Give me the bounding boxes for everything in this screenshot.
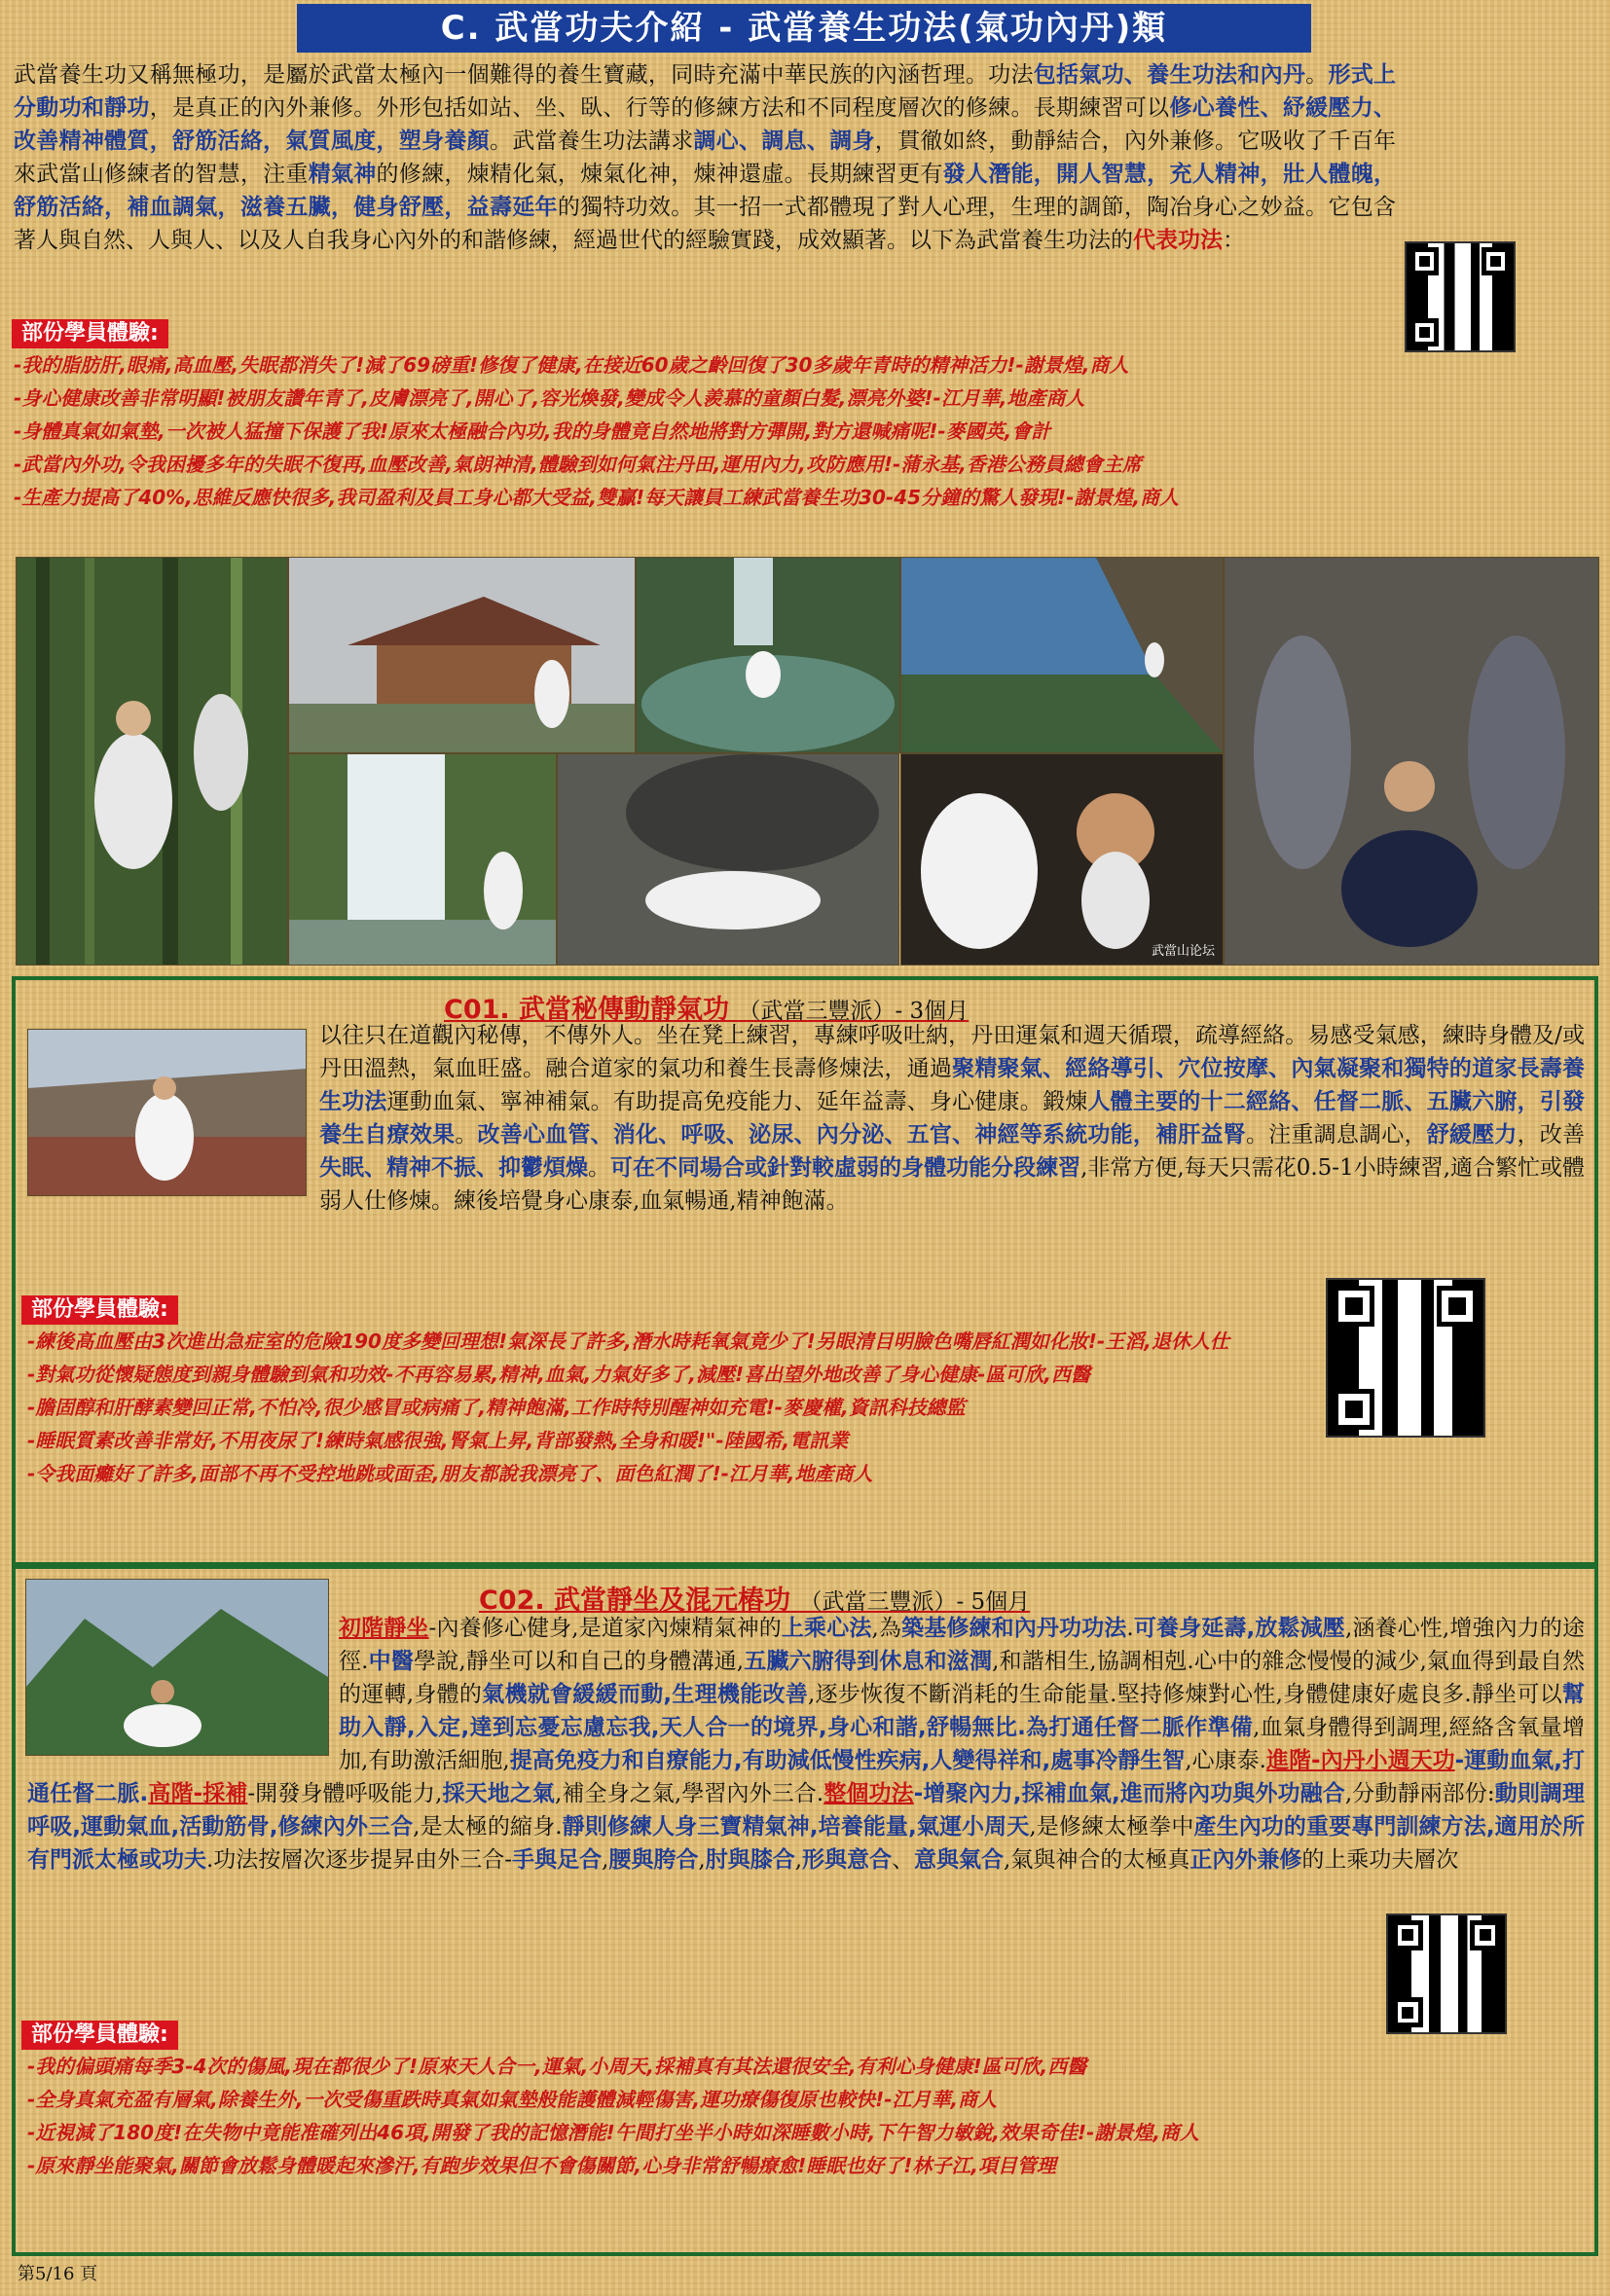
text-run: 調心、調息、調身 [693,128,875,154]
qr-code-intro[interactable] [1405,241,1516,352]
text-run: ,為 [871,1616,902,1641]
testimonial-item: -膽固醇和肝酵素變回正常,不怕冷,很少感冒或病痛了,精神飽滿,工作時特別醒神如充電!-麥慶權,資訊科技總監 [27,1396,966,1419]
text-run: 失眠、精神不振、抑鬱煩燥 [319,1155,589,1181]
text-run: ，改善 [1517,1122,1586,1148]
testimonial-item: -全身真氣充盈有層氣,除養生外,一次受傷重跌時真氣如氣墊般能護體減輕傷害,運功療傷復原也較快!-江月華,商人 [27,2088,998,2111]
qr-code-c01[interactable] [1326,1278,1485,1438]
text-run: 五臟六腑得到休息和滋潤 [744,1649,993,1674]
text-run: 運動血氣、寧神補氣。有助提高免疫能力、延年益壽、身心健康。鍛煉 [386,1089,1088,1114]
c02-testimonials [27,2050,1585,2182]
testimonial-item: -對氣功從懷疑態度到親身體驗到氣和功效-不再容易累,精神,血氣,力氣好多了,減壓!喜出望外地改善了身心健康-區可欣,西醫 [27,1363,1091,1386]
c02-paragraph [27,1612,1585,2001]
text-run: 、 [892,1847,915,1873]
c01-tag: 部份學員體驗: [21,1295,178,1325]
text-run: 中醫 [368,1649,414,1674]
photo-temple [288,557,636,753]
testimonial-item: -我的偏頭痛每季3-4次的傷風,現在都很少了!原來天人合一,運氣,小周天,採補真有其法還很安全,有利心身健康!區可欣,西醫 [27,2055,1087,2078]
bamboo-image [17,558,287,965]
text-run: 築基修練和內丹功功法 [901,1616,1127,1641]
text-run: 高階-採補 [148,1781,248,1806]
c02-tag: 部份學員體驗: [21,2021,178,2050]
c01-title: C01. 武當秘傳動靜氣功 （武當三豐派）- 3個月 [444,995,970,1025]
testimonial-item: -睡眠質素改善非常好,不用夜尿了!練時氣感很強,腎氣上昇,背部發熱,全身和暖!"-陸國希,電訊業 [27,1429,849,1452]
c01-paragraph [27,1019,1585,1301]
text-run: 腰與胯合 [608,1847,699,1873]
text-run: 採天地之氣 [442,1781,555,1806]
c02-title: C02. 武當靜坐及混元樁功 （武當三豐派）- 5個月 [479,1585,1031,1616]
testimonial-item: -近視減了180度!在失物中竟能准確列出46項,開發了我的記憶潛能!午間打坐半小時如深睡數小時,下午智力敏銳,效果奇佳!-謝景煌,商人 [27,2121,1199,2144]
text-run: 形與意合 [802,1847,893,1873]
text-run: ，貫徹如終，動靜結合，內外兼修。它吸收了千百年來武當山修練者的智慧，注重 [14,128,1397,187]
page-title: C. 武當功夫介紹 - 武當養生功法(氣功內丹)類 [297,4,1311,53]
photo-watermark: 武當山论坛 [1151,944,1215,959]
text-run: ,是太極的縮身. [413,1814,563,1840]
text-run: ,補全身之氣,學習內外三合. [555,1781,824,1806]
text-run: 動則調理呼吸,運動氣血,活動筋骨,修練內外三合 [27,1781,1586,1840]
text-run: . [1126,1616,1134,1641]
text-run: ,心康泰. [1185,1748,1266,1773]
text-run: 人體主要的十二經絡、任督二脈、五臟六腑，引發養生自療效果 [319,1089,1586,1148]
photo-collage [16,557,1597,966]
testimonial-item: -練後高血壓由3次進出急症室的危險190度多變回理想!氣深長了許多,潛水時耗氧氣竟少了!另眼清目明臉色嘴唇紅潤如化妝!-王滔,退休人仕 [27,1330,1229,1353]
text-run: 。 [588,1155,611,1181]
text-run: , [602,1847,609,1873]
text-run: 。武當養生功法講求 [489,128,694,154]
text-run: 發人潛能，開人智慧，充人精神，壯人體魄，舒筋活絡，補血調氣，滋養五臟，健身舒壓，益壽延年 [14,162,1397,220]
text-run: 正內外兼修 [1189,1847,1302,1873]
text-run: ,非常方便,每天只需花0.5-1小時練習,適合繁忙或體弱人仕修煉。練後培覺身心康泰,血氣暢通,精神飽滿。 [319,1155,1586,1214]
photo-ground-pose [557,753,899,966]
testimonial-item: -令我面癱好了許多,面部不再不受控地跳或面歪,朋友都說我漂亮了、面色紅潤了!-江月華,地產商人 [27,1462,873,1485]
text-run: 武當養生功又稱無極功，是屬於武當太極內一個難得的養生寶藏，同時充滿中華民族的內涵哲理。功法 [14,62,1034,88]
text-run: 可在不同場合或針對較虛弱的身體功能分段練習 [610,1155,1081,1181]
text-run: 。注重調息調心， [1245,1122,1427,1148]
text-run: 形式上分動功和靜功 [14,62,1397,121]
text-run: 意與氣合 [914,1847,1005,1873]
text-run: ,是修練太極拳中 [1029,1814,1194,1840]
testimonial-item: -我的脂肪肝,眼痛,高血壓,失眠都消失了!減了69磅重!修復了健康,在接近60歲之齡回復了30多歲年青時的精神活力!-謝景煌,商人 [14,353,1129,377]
text-run: 肘與膝合 [705,1847,795,1873]
photo-practitioners-hall [1224,557,1599,966]
text-run: 代表功法 [1133,228,1223,253]
text-run: 的上乘功夫層次 [1301,1847,1459,1873]
photo-spacer [27,1612,339,1758]
photo-spacer [27,1019,319,1204]
text-run: 進階-內丹小週天功 [1265,1748,1455,1773]
text-run: 的獨特功效。其一招一式都體現了對人心理，生理的調節，陶冶身心之妙益。它包含著人與自然、人與人、以及人自我身心內外的和諧修練，經過世代的經驗實踐，成效顯著。以下為武當養生功法的 [14,195,1397,253]
text-run: ,涵養心性,增強內力的途徑. [339,1616,1586,1674]
text-run: 聚精聚氣、經絡導引、穴位按摩、內氣凝聚和獨特的道家長壽養生功法 [319,1056,1586,1114]
text-run: 。 [1305,62,1329,88]
text-run: 初階靜坐 [339,1616,429,1641]
text-run: 靜則修練人身三寶精氣神,培養能量,氣運小周天 [562,1814,1030,1840]
text-run: ,血氣身體得到調理,經絡含氧量增加,有助激活細胞, [339,1715,1585,1773]
text-run: ，是真正的內外兼修。外形包括如站、坐、臥、行等的修練方法和不同程度層次的修練。長期練習可以 [149,95,1170,121]
text-run: 以往只在道觀內秘傳，不傳外人。坐在凳上練習，專練呼吸吐納，丹田運氣和週天循環，疏導經絡。易感受氣感，練時身體及/或丹田溫熱，氣血旺盛。融合道家的氣功和養生長壽修煉法，通過 [319,1023,1585,1081]
text-run: -運動血氣,打通任督二脈. [27,1748,1586,1806]
text-run: .功法按層次逐步提昇由外三合- [206,1847,513,1873]
testimonial-item: -身心健康改善非常明顯!被朋友讚年青了,皮膚漂亮了,開心了,容光煥發,變成令人羨慕的童顏白髮,漂亮外婆!-江月華,地產商人 [14,386,1085,410]
text-run: 修心養性、紓緩壓力、改善精神體質，舒筋活絡，氣質風度，塑身養顏 [14,95,1397,154]
photo-water-pond [636,557,900,753]
text-run: 精氣神 [308,162,377,187]
page-number: 第5/16 頁 [18,2264,98,2284]
text-run: 上乘心法 [781,1616,872,1641]
text-run: 。 [455,1122,478,1148]
text-run: 學說,靜坐可以和自己的身體溝通, [413,1649,745,1674]
text-run: , [794,1847,803,1873]
intro-tag: 部份學員體驗: [12,319,168,348]
text-run: ,逐步恢復不斷消耗的生命能量.堅持修煉對心性,身體健康好處良多.靜坐可以 [808,1682,1562,1707]
text-run: -內養修心健身,是道家內煉精氣神的 [428,1616,782,1641]
section-c01 [12,976,1598,1566]
text-run: -開發身體呼吸能力, [247,1781,443,1806]
text-run: 整個功法 [823,1781,914,1806]
c01-testimonials [27,1325,1322,1490]
intro-testimonials [14,348,1513,514]
text-run: ,和諧相生,協調相剋.心中的雜念慢慢的減少,氣血得到最自然的運轉,身體的 [339,1649,1586,1707]
text-run: 改善心血管、消化、呼吸、泌尿、內分泌、五官、神經等系統功能，補肝益腎 [477,1122,1246,1148]
text-run: -增聚內力,採補血氣,進而將內功與外功融合 [913,1781,1345,1806]
text-run: , [698,1847,706,1873]
text-run: 提高免疫力和自療能力,有助減低慢性疾病,人變得祥和,處事冷靜生智 [509,1748,1186,1773]
testimonial-item: -原來靜坐能聚氣,關節會放鬆身體暖起來滲汗,有跑步效果但不會傷關節,心身非常舒暢療愈!睡眠也好了!林子江,項目管理 [27,2154,1056,2177]
photo-cliff [900,557,1224,753]
photo-master [900,753,1224,966]
text-run: 的修練，煉精化氣，煉氣化神，煉神還虛。長期練習更有 [376,162,943,187]
text-run: 氣機就會緩緩而動,生理機能改善 [482,1682,809,1707]
text-run: 舒緩壓力 [1426,1122,1518,1148]
testimonial-item: -生產力提高了40%,思維反應快很多,我司盈利及員工身心都大受益,雙贏!每天讓員工練武當養生功30-45分鐘的驚人發現!-謝景煌,商人 [14,486,1180,509]
text-run: ： [1223,228,1245,253]
intro-paragraph [14,58,1513,321]
text-run: ,分動靜兩部份: [1344,1781,1495,1806]
text-run: ,氣與神合的太極真 [1004,1847,1190,1873]
text-run: 手與足合 [512,1847,603,1873]
text-run: 包括氣功、養生功法和內丹 [1033,62,1306,88]
text-run: 產生內功的重要專門訓練方法,適用於所有門派太極或功夫 [27,1814,1585,1873]
section-c02 [12,1565,1598,2256]
text-run: 幫助入靜,入定,達到忘憂忘慮忘我,天人合一的境界,身心和諧,舒暢無比.為打通任督二脈作準備 [339,1682,1585,1740]
qr-code-c02[interactable] [1386,1913,1507,2034]
testimonial-item: -武當內外功,令我困擾多年的失眠不復再,血壓改善,氣朗神清,體驗到如何氣注丹田,運用內力,攻防應用!-蒲永基,香港公務員總會主席 [14,453,1142,476]
photo-bamboo-group [16,557,288,966]
testimonial-item: -身體真氣如氣墊,一次被人猛撞下保護了我!原來太極融合內功,我的身體竟自然地將對方彈開,對方還喊痛呢!-麥國英,會計 [14,419,1051,443]
text-run: 可養身延壽,放鬆減壓 [1133,1616,1345,1641]
photo-waterfall [288,753,557,966]
